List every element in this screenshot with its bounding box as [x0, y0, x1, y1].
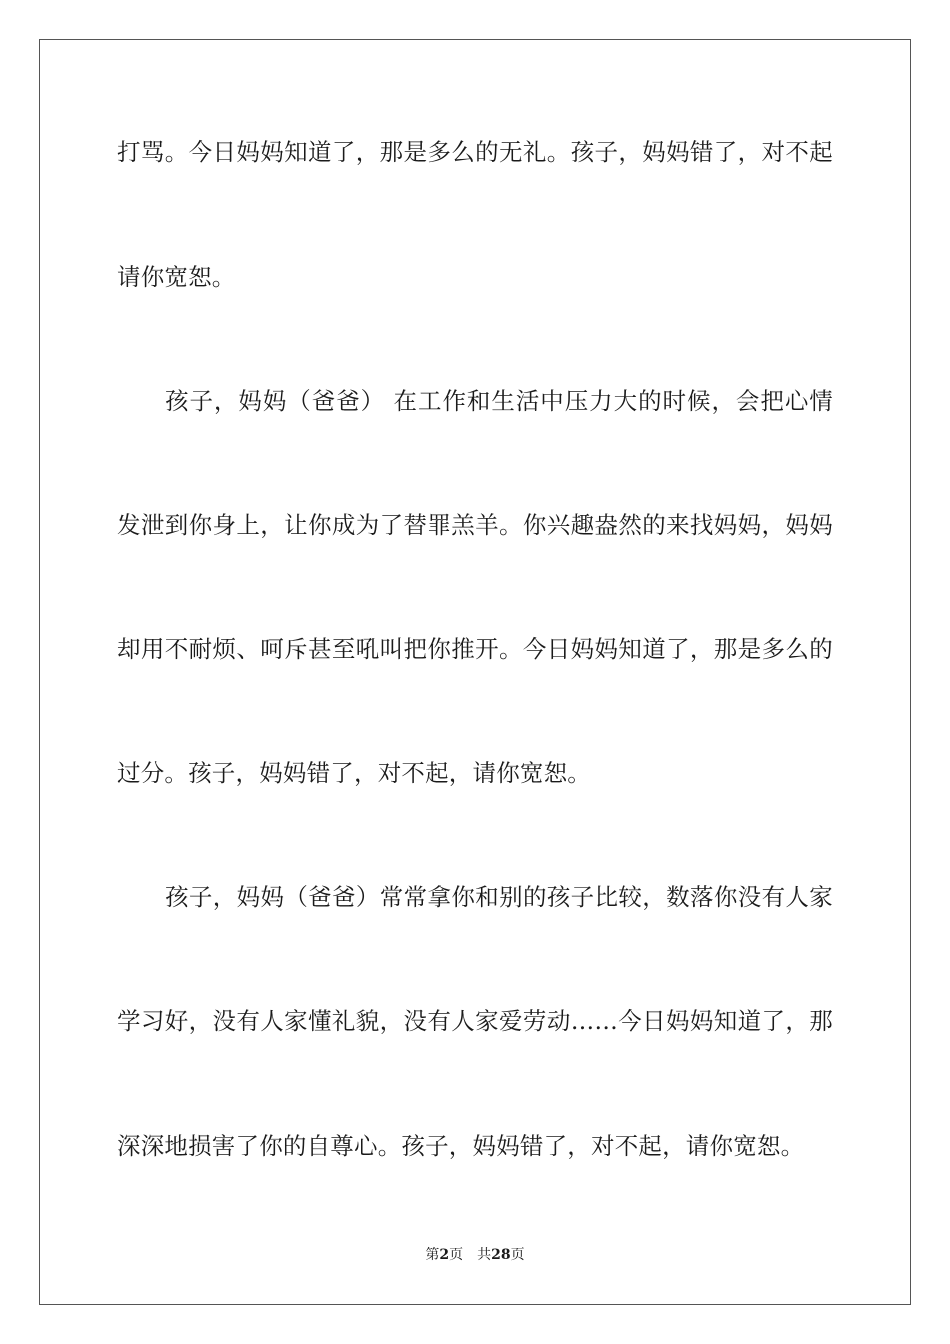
page-suffix: 页: [449, 1247, 464, 1263]
page-prefix: 第: [425, 1247, 440, 1263]
body-line-4: 发泄到你身上，让你成为了替罪羔羊。你兴趣盎然的来找妈妈，妈妈: [117, 511, 833, 539]
body-line-6: 过分。孩子，妈妈错了，对不起，请你宽恕。: [117, 759, 591, 787]
total-suffix: 页: [510, 1247, 525, 1263]
body-line-2: 请你宽恕。: [117, 263, 236, 291]
page-number: 2: [439, 1247, 450, 1263]
body-line-5: 却用不耐烦、呵斥甚至吼叫把你推开。今日妈妈知道了，那是多么的: [117, 635, 833, 663]
body-line-8: 学习好，没有人家懂礼貌，没有人家爱劳动……今日妈妈知道了，那: [117, 1007, 833, 1035]
body-line-3: 孩子，妈妈（爸爸） 在工作和生活中压力大的时候，会把心情: [165, 387, 833, 415]
page-border: [39, 39, 911, 1305]
body-line-1: 打骂。今日妈妈知道了，那是多么的无礼。孩子，妈妈错了，对不起: [117, 138, 833, 166]
body-line-7: 孩子，妈妈（爸爸）常常拿你和别的孩子比较，数落你没有人家: [165, 883, 833, 911]
body-line-9: 深深地损害了你的自尊心。孩子，妈妈错了，对不起，请你宽恕。: [117, 1132, 805, 1160]
total-prefix: 共: [477, 1247, 492, 1263]
page-footer: [0, 1246, 950, 1264]
total-pages: 28: [491, 1247, 511, 1263]
